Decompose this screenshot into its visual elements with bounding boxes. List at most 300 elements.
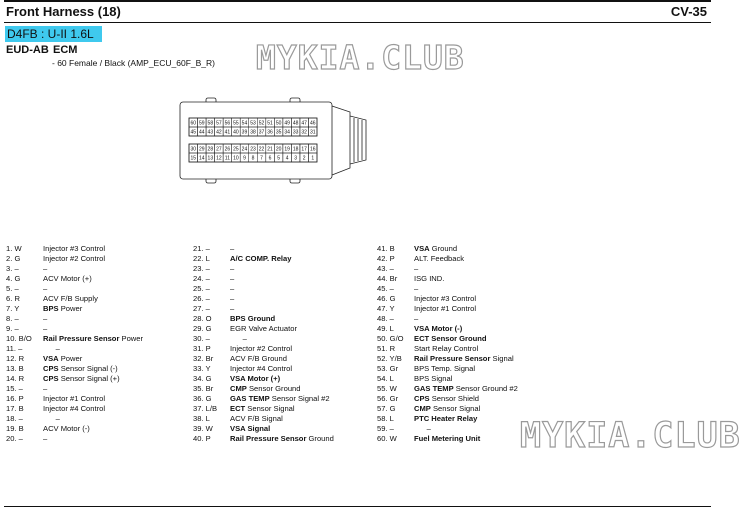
pin-number: 6. R [6, 294, 20, 303]
pin-function-bold: ECT [230, 404, 246, 413]
pin-row [6, 434, 206, 444]
pin-row [193, 254, 393, 264]
page-title: Front Harness (18) [6, 4, 121, 19]
pin-cell-label: 35 [275, 129, 282, 136]
pin-function-text: ISG IND. [414, 274, 445, 283]
pin-number: 22. L [193, 254, 210, 263]
pin-function-text: Sensor Signal [430, 404, 481, 413]
pin-row [377, 264, 577, 274]
pin-cell-label: 41 [224, 129, 231, 136]
pin-function [230, 384, 300, 394]
pin-function-text: Ground [306, 434, 334, 443]
pin-function-text: – [230, 274, 235, 283]
pin-row [6, 384, 206, 394]
pin-number: 59. – [377, 424, 394, 433]
pin-function [230, 264, 234, 274]
pin-cell-label: 44 [199, 129, 205, 136]
pin-number: 11. – [6, 344, 23, 353]
pin-function [230, 364, 292, 374]
pin-row [6, 374, 206, 384]
pin-cell-label: 12 [216, 155, 222, 162]
pin-function-text: Injector #1 Control [43, 394, 106, 403]
pin-function-text: – [414, 284, 419, 293]
pin-number: 52. Y/B [377, 354, 402, 363]
pin-number: 54. L [377, 374, 394, 383]
pin-function [43, 334, 143, 344]
connector-housing [180, 102, 332, 179]
pin-row [377, 274, 577, 284]
pin-row [377, 304, 577, 314]
pin-function-bold: VSA Motor (-) [414, 324, 463, 333]
pin-cell-label: 24 [241, 146, 248, 153]
pin-function [414, 304, 476, 314]
pin-number: 32. Br [193, 354, 214, 363]
pin-function-text: Injector #2 Control [230, 344, 293, 353]
pin-column-3 [377, 244, 577, 444]
watermark-top: MYKIA.CLUB [256, 38, 465, 77]
pin-row [377, 294, 577, 304]
pin-function-text: Injector #3 Control [414, 294, 477, 303]
pin-cell-label: 20 [275, 146, 282, 153]
pin-number: 2. G [6, 254, 21, 263]
pin-function [414, 314, 418, 324]
pin-function [414, 254, 464, 264]
pin-cell-label: 51 [267, 120, 273, 127]
pin-function [414, 244, 457, 254]
pin-function-text: ACV F/B Signal [230, 414, 283, 423]
pin-function-bold: VSA Signal [230, 424, 271, 433]
pin-number: 13. B [6, 364, 24, 373]
pin-function [43, 324, 47, 334]
pin-cell-label: 14 [199, 155, 205, 162]
pin-function-text: – [414, 314, 419, 323]
page-code: CV-35 [670, 4, 707, 19]
pin-function [230, 434, 334, 444]
pin-number: 29. G [193, 324, 212, 333]
pin-number: 41. B [377, 244, 395, 253]
watermark-bottom: MYKIA.CLUB [520, 416, 741, 456]
pin-number: 25. – [193, 284, 210, 293]
pin-function-text: – [230, 334, 247, 343]
pin-number: 19. B [6, 424, 24, 433]
pin-function-text: Injector #4 Control [43, 404, 106, 413]
pin-cell-label: 25 [233, 146, 239, 153]
pin-number: 44. Br [377, 274, 398, 283]
pin-number: 57. G [377, 404, 396, 413]
pin-column-1 [6, 244, 206, 444]
pin-cell-label: 60 [190, 120, 197, 127]
pin-function [230, 254, 291, 264]
pin-cell-label: 55 [233, 120, 239, 127]
pin-cell-label: 57 [216, 120, 222, 127]
pin-row [193, 424, 393, 434]
pin-function-bold: ECT Sensor Ground [414, 334, 487, 343]
pin-function [414, 284, 418, 294]
pin-function-text: Injector #2 Control [43, 254, 106, 263]
pin-row [6, 354, 206, 364]
pin-function [43, 244, 105, 254]
pin-row [193, 304, 393, 314]
pin-cell-label: 46 [309, 120, 316, 127]
pin-cell-label: 53 [250, 120, 256, 127]
engine-tag: D4FB : U-II 1.6L [5, 26, 102, 42]
pin-number: 21. – [193, 244, 210, 253]
pin-function [43, 294, 98, 304]
pin-cell-label: 30 [190, 146, 197, 153]
pin-cell-label: 19 [284, 146, 290, 153]
pin-cell-label: 1 [311, 155, 315, 162]
pin-row [193, 244, 393, 254]
pin-function-text: – [230, 294, 235, 303]
pin-cell-label: 21 [267, 146, 273, 153]
pin-function-text: Power [58, 354, 83, 363]
pin-cell-label: 48 [292, 120, 299, 127]
pin-function-text: – [43, 434, 48, 443]
pin-row [6, 274, 206, 284]
pin-cell-label: 36 [267, 129, 273, 136]
pin-function [414, 374, 452, 384]
pin-row [193, 384, 393, 394]
pin-function-text: – [43, 314, 48, 323]
pin-function-bold: GAS TEMP [230, 394, 270, 403]
pin-row [6, 364, 206, 374]
pin-number: 8. – [6, 314, 19, 323]
pin-cell-label: 22 [258, 146, 265, 153]
pin-row [377, 334, 577, 344]
pin-function [230, 334, 247, 344]
pin-cell-label: 42 [216, 129, 222, 136]
pin-function-bold: Rail Pressure Sensor [230, 434, 307, 443]
pin-cell-label: 59 [199, 120, 205, 127]
pin-number: 4. G [6, 274, 21, 283]
connector-diagram [178, 98, 378, 183]
pin-row [377, 404, 577, 414]
pin-function-text: Sensor Signal [245, 404, 295, 413]
pin-function-text: Sensor Signal #2 [269, 394, 330, 403]
pin-cell-label: 37 [258, 129, 265, 136]
pin-cell-label: 27 [216, 146, 222, 153]
pin-number: 55. W [377, 384, 397, 393]
pin-cell-label: 13 [207, 155, 214, 162]
pin-number: 31. P [193, 344, 211, 353]
connector-tab-left [206, 98, 216, 102]
pin-cell-label: 45 [190, 129, 197, 136]
pin-cell-label: 54 [241, 120, 248, 127]
pin-row [6, 404, 206, 414]
pin-function [414, 384, 518, 394]
pin-function-bold: CPS [414, 394, 430, 403]
pin-function [43, 314, 47, 324]
pin-row [377, 384, 577, 394]
pin-number: 36. G [193, 394, 212, 403]
pin-function [414, 404, 480, 414]
pin-cell-label: 31 [309, 129, 316, 136]
pin-number: 46. G [377, 294, 396, 303]
pin-cell-label: 5 [277, 155, 280, 162]
pin-cell-label: 49 [284, 120, 290, 127]
pin-cell-label: 58 [207, 120, 214, 127]
pin-cell-label: 40 [233, 129, 239, 136]
pin-function-bold: A/C COMP. Relay [230, 254, 292, 263]
connector-clamp-lines [354, 118, 362, 162]
pin-function-text: – [43, 414, 60, 423]
pin-function-text: Sensor Signal (-) [58, 364, 118, 373]
pin-function-text: – [230, 264, 235, 273]
pin-row [6, 254, 206, 264]
pin-function [414, 364, 475, 374]
pin-number: 39. W [193, 424, 213, 433]
pin-function [414, 264, 418, 274]
pin-function-text: – [414, 264, 419, 273]
pin-number: 60. W [377, 434, 397, 443]
pin-function-bold: CPS [43, 364, 59, 373]
pin-function [230, 304, 234, 314]
pin-number: 40. P [193, 434, 211, 443]
pin-function-text: Sensor Ground [246, 384, 301, 393]
connector-description: - 60 Female / Black (AMP_ECU_60F_B_R) [52, 58, 215, 68]
pin-cell-label: 2 [302, 155, 306, 162]
pin-number: 43. – [377, 264, 394, 273]
pin-function [43, 364, 118, 374]
pin-function-bold: VSA Motor (+) [230, 374, 281, 383]
pin-function-bold: CPS [43, 374, 59, 383]
pin-function [43, 434, 47, 444]
pin-function [230, 344, 292, 354]
pin-function-text: Injector #1 Control [414, 304, 477, 313]
connector-tab-bottom-left [206, 179, 216, 183]
pin-cell-label: 32 [301, 129, 307, 136]
pin-row [193, 314, 393, 324]
pin-function-text: EGR Valve Actuator [230, 324, 297, 333]
pin-function-text: ACV F/B Supply [43, 294, 98, 303]
pin-function-text: ACV Motor (-) [43, 424, 90, 433]
pin-function-bold: VSA [414, 244, 430, 253]
pin-function-text: ACV Motor (+) [43, 274, 92, 283]
pin-function-text: BPS Signal [414, 374, 453, 383]
pin-cell-label: 43 [207, 129, 214, 136]
pin-cell-label: 17 [301, 146, 307, 153]
pin-number: 33. Y [193, 364, 211, 373]
pin-function [414, 344, 478, 354]
pin-function-text: – [230, 284, 235, 293]
pin-function [43, 264, 47, 274]
pin-number: 5. – [6, 284, 19, 293]
pin-function [414, 394, 479, 404]
pin-row [193, 334, 393, 344]
pin-function [230, 244, 234, 254]
pin-cell-label: 38 [250, 129, 256, 136]
pin-number: 27. – [193, 304, 210, 313]
pin-row [193, 394, 393, 404]
pin-function-text: Signal [490, 354, 514, 363]
pin-number: 12. R [6, 354, 25, 363]
pin-function [43, 394, 105, 404]
pin-function-bold: VSA [43, 354, 59, 363]
pin-function-bold: Rail Pressure Sensor [43, 334, 120, 343]
pin-function [414, 414, 477, 424]
pin-function-text: – [230, 304, 235, 313]
pin-row [193, 404, 393, 414]
pin-number: 49. L [377, 324, 394, 333]
pin-function [43, 424, 90, 434]
pin-number: 53. Gr [377, 364, 399, 373]
pin-cell-label: 9 [243, 155, 246, 162]
pin-row [193, 264, 393, 274]
pin-number: 28. O [193, 314, 212, 323]
pin-function [414, 354, 514, 364]
pin-function-text: – [43, 284, 48, 293]
pin-function [230, 374, 280, 384]
pin-function-text: ACV F/B Ground [230, 354, 287, 363]
pin-function-text: BPS Temp. Signal [414, 364, 476, 373]
pin-function [43, 254, 105, 264]
pin-function-text: Power [119, 334, 144, 343]
pin-function-bold: Fuel Metering Unit [414, 434, 481, 443]
pin-function [230, 354, 287, 364]
pin-number: 20. – [6, 434, 23, 443]
pin-function [43, 354, 82, 364]
pin-row [377, 244, 577, 254]
pin-number: 1. W [6, 244, 22, 253]
pin-cell-label: 34 [284, 129, 290, 136]
pin-cell-label: 8 [251, 155, 255, 162]
top-rule [4, 0, 711, 2]
pin-function [230, 404, 295, 414]
pin-function-text: – [43, 264, 48, 273]
pin-function-bold: BPS [43, 304, 59, 313]
pin-row [377, 364, 577, 374]
pin-row [193, 374, 393, 384]
pin-number: 58. L [377, 414, 394, 423]
pin-row [6, 324, 206, 334]
pin-cell-label: 16 [309, 146, 316, 153]
pin-row [193, 364, 393, 374]
pin-cell-label: 33 [292, 129, 299, 136]
pin-cell-label: 28 [207, 146, 214, 153]
pin-cell-label: 29 [199, 146, 205, 153]
pin-row [193, 274, 393, 284]
pin-row [6, 314, 206, 324]
pin-row [193, 344, 396, 354]
pin-number: 18. – [6, 414, 23, 423]
pin-function-text: ALT. Feedback [414, 254, 465, 263]
pin-number: 37. L/B [193, 404, 218, 413]
pin-function [43, 274, 92, 284]
pin-function-text: – [43, 324, 48, 333]
pin-function-text: Sensor Shield [429, 394, 480, 403]
pin-function [230, 284, 234, 294]
pin-cell-label: 6 [268, 155, 272, 162]
pin-number: 38. L [193, 414, 210, 423]
pin-number: 24. – [193, 274, 210, 283]
pin-function [414, 274, 444, 284]
pin-function-text: Start Relay Control [414, 344, 479, 353]
pin-row [6, 264, 206, 274]
pin-row [377, 394, 577, 404]
pin-cell-label: 50 [275, 120, 282, 127]
pin-function-text: Injector #4 Control [230, 364, 293, 373]
pin-function-bold: GAS TEMP [414, 384, 454, 393]
pin-column-2 [193, 244, 396, 444]
pin-number: 34. G [193, 374, 212, 383]
pin-cell-label: 23 [250, 146, 256, 153]
pin-row [377, 324, 577, 334]
pin-row [6, 284, 206, 294]
pin-number: 42. P [377, 254, 395, 263]
pin-function-bold: Rail Pressure Sensor [414, 354, 491, 363]
pin-row [6, 334, 206, 344]
pin-function [414, 334, 487, 344]
header-rule [4, 22, 711, 23]
pin-row [6, 294, 206, 304]
pin-row [193, 414, 393, 424]
pin-function-text: – [43, 344, 60, 353]
pin-row [6, 244, 206, 254]
pin-row [377, 254, 577, 264]
pin-cell-label: 56 [224, 120, 231, 127]
pin-function-text: – [43, 384, 48, 393]
pin-row [193, 434, 393, 444]
pin-function [43, 404, 105, 414]
pin-row [377, 284, 577, 294]
bottom-rule [4, 506, 711, 507]
pin-cell-label: 7 [260, 155, 263, 162]
connector-hood [332, 106, 350, 175]
pin-row [377, 374, 577, 384]
pin-function [43, 374, 120, 384]
pin-number: 30. – [193, 334, 210, 343]
pin-function [230, 324, 297, 334]
pin-function [414, 324, 462, 334]
pin-function [43, 384, 47, 394]
pin-number: 9. – [6, 324, 19, 333]
pin-function-bold: CMP [230, 384, 247, 393]
connector-name: ECM [53, 44, 78, 56]
pin-cell-label: 47 [301, 120, 307, 127]
pin-function [43, 284, 47, 294]
pin-function [230, 294, 234, 304]
pin-number: 14. R [6, 374, 25, 383]
pin-number: 15. – [6, 384, 23, 393]
pin-number: 3. – [6, 264, 19, 273]
pin-function [230, 394, 330, 404]
pin-number: 23. – [193, 264, 210, 273]
pin-number: 26. – [193, 294, 210, 303]
pin-function-bold: PTC Heater Relay [414, 414, 478, 423]
pin-function-text: – [414, 424, 431, 433]
pin-cell-label: 18 [292, 146, 299, 153]
pin-cell-label: 52 [258, 120, 265, 127]
pin-row [377, 354, 577, 364]
pin-function [43, 414, 60, 424]
pin-number: 48. – [377, 314, 394, 323]
pin-function-text: – [230, 244, 235, 253]
pin-row [377, 314, 577, 324]
pin-row [6, 424, 206, 434]
pin-number: 50. G/O [377, 334, 404, 343]
pin-function [230, 274, 234, 284]
pin-function-text: Ground [429, 244, 458, 253]
pin-cell-label: 4 [285, 155, 289, 162]
pin-row [193, 324, 393, 334]
pin-function [414, 424, 431, 434]
pin-function [43, 304, 82, 314]
pin-cell-label: 39 [241, 129, 248, 136]
connector-tab-bottom-right [290, 179, 300, 183]
pin-cell-label: 15 [190, 155, 197, 162]
pin-cell-label: 26 [224, 146, 231, 153]
pin-row [6, 304, 206, 314]
